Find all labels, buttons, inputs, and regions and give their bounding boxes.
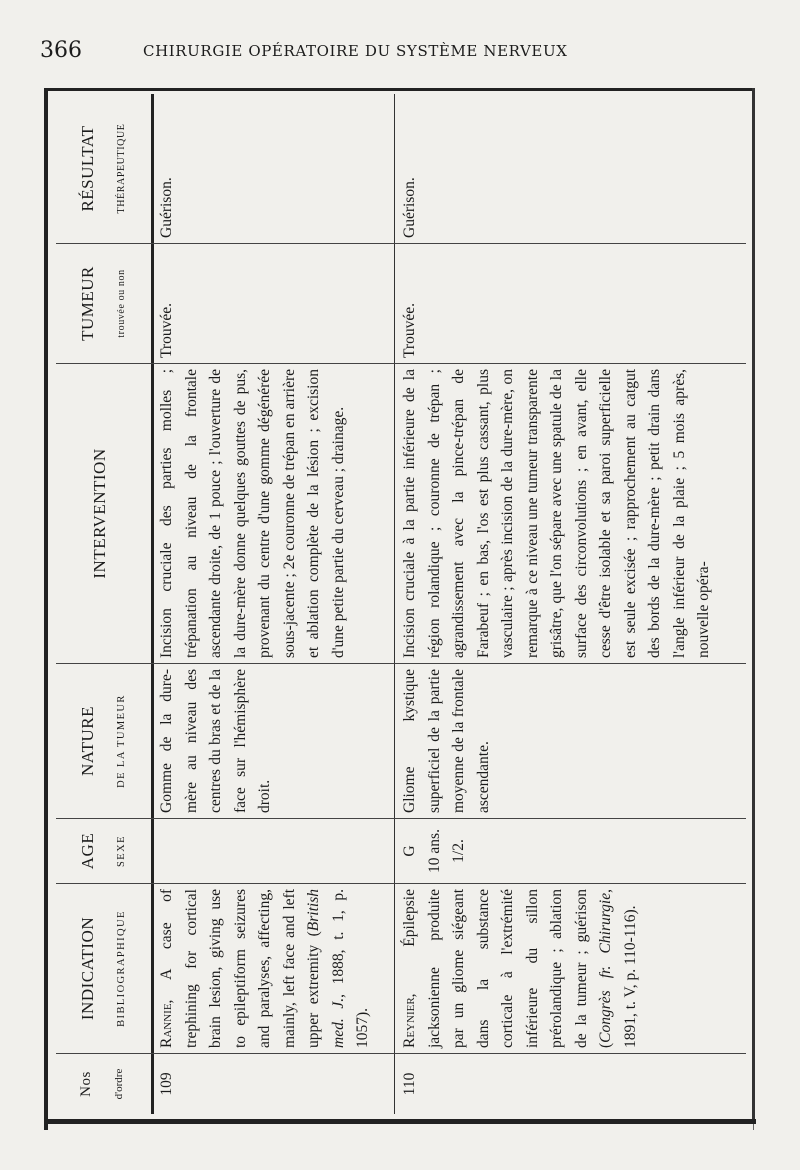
case-age — [151, 819, 394, 884]
table-row — [394, 94, 746, 1114]
col-title: Nos — [78, 1071, 94, 1097]
running-title: CHIRURGIE OPÉRATOIRE DU SYSTÈME NERVEUX — [143, 42, 568, 60]
case-tumeur: Trouvée. — [151, 244, 394, 364]
col-subtitle: DE LA TUMEUR — [116, 694, 127, 788]
col-title: RÉSULTAT — [78, 125, 97, 212]
table-right-rule — [752, 88, 755, 1124]
col-header-intervention — [56, 364, 151, 664]
col-subtitle: d'ordre — [113, 1068, 125, 1100]
case-indication — [151, 884, 394, 1054]
col-title: INDICATION — [78, 916, 97, 1021]
age: 10 ans. 1/2. — [425, 829, 467, 873]
case-resultat: Guérison. — [394, 94, 746, 244]
col-header-indication — [56, 884, 151, 1054]
case-intervention: Incision cruciale à la partie inférieure de la région rolandique ; couronne de trépan ; agrandissement avec la pince-trépan de Farabeuf ; en bas, l'os est plus cassant, plus vasculaire ; après incision de la dure-mère, on remarque à ce niveau une tumeur transparente grisâtre, que l'on sépare avec une spatule de la surface des circonvolutions ; en avant, elle cesse d'être isolable et sa paroi superficielle est seule excisée ; rapprochement au catgut des bords de la dure-mère ; petit drain dans l'angle inférieur de la plaie ; 5 mois après, nouvelle opéra- — [394, 364, 746, 664]
case-indication — [394, 884, 746, 1054]
author-name: Rannie — [158, 1003, 175, 1048]
case-tumeur: Trouvée. — [394, 244, 746, 364]
case-resultat: Guérison. — [151, 94, 394, 244]
source-ref: , 1891, t. V, p. 110-116). — [597, 889, 639, 1048]
col-header-age — [56, 819, 151, 884]
col-title: INTERVENTION — [90, 448, 109, 579]
sex: G — [401, 845, 418, 857]
col-subtitle: THÉRAPEUTIQUE — [116, 123, 127, 214]
author-name: Reynier — [401, 997, 418, 1048]
case-number: 109 — [158, 1072, 175, 1096]
col-header-resultat — [56, 94, 151, 244]
col-title: NATURE — [78, 705, 97, 777]
indication-text: , A case of trephining for cortical brain lesion, giving use to epileptiform seizures and paralyses, affecting, mainly, left face and left upper extremity ( — [158, 889, 322, 1048]
col-title: AGE — [78, 832, 97, 870]
col-subtitle: BIBLIOGRAPHIQUE — [116, 910, 127, 1027]
indication-text: , Épilepsie jacksonienne produite par un gliome siégeant dans la substance corticale à l'extrémité inférieure du sillon prérolandique ; ablation de la tumeur ; guérison ( — [401, 889, 614, 1048]
source-ref: , 1888, t. 1, p. 1057). — [329, 889, 371, 1048]
table-header-row — [56, 94, 154, 1114]
col-title: TUMEUR — [78, 266, 97, 341]
case-table — [56, 94, 746, 1114]
col-header-tumeur — [56, 244, 151, 364]
case-age — [394, 819, 746, 884]
col-subtitle: SEXE — [116, 835, 127, 867]
case-intervention: Incision cruciale des parties molles ; trépanation au niveau de la frontale ascendante droite, de 1 pouce ; l'ouverture de la dure-mère donne quelques gouttes de pus, provenant du centre d'une gomme dégénérée sous-jacente ; 2e couronne de trépan en arrière et ablation complète de la lésion ; excision d'une petite partie du cerveau ; drainage. — [151, 364, 394, 664]
col-header-nature — [56, 664, 151, 819]
col-subtitle: trouvée ou non — [116, 269, 127, 338]
page-number: 366 — [40, 38, 82, 63]
case-nature: Gomme de la dure-mère au niveau des centres du bras et de la face sur l'hémisphère droit. — [151, 664, 394, 819]
case-nature: Gliome kystique superficiel de la partie moyenne de la frontale ascendante. — [394, 664, 746, 819]
table-row — [151, 94, 395, 1114]
col-header-number — [56, 1054, 151, 1114]
page-header — [0, 38, 800, 68]
source-title: British med. J. — [305, 889, 347, 1048]
table-bottom-rule — [44, 1119, 756, 1124]
case-number: 110 — [401, 1072, 418, 1096]
source-title: Congrès fr. Chirurgie — [597, 892, 614, 1043]
